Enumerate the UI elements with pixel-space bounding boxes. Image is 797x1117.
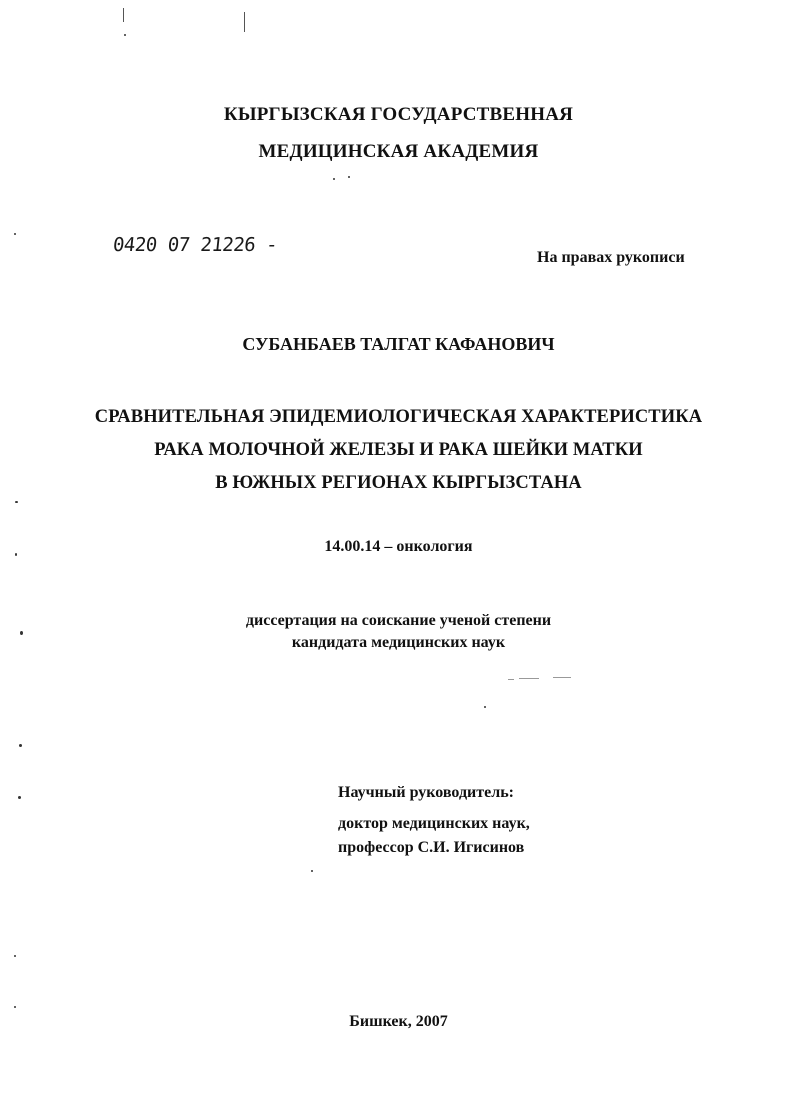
author-name: СУБАНБАЕВ ТАЛГАТ КАФАНОВИЧ xyxy=(242,334,555,354)
scan-speck xyxy=(311,870,313,872)
title-line-3: В ЮЖНЫХ РЕГИОНАХ КЫРГЫЗСТАНА xyxy=(215,473,582,493)
city-year: Бишкек, 2007 xyxy=(349,1013,448,1030)
stamp-number: 0420 07 21226 - xyxy=(111,234,279,256)
supervisor-degree: доктор медицинских наук, xyxy=(338,815,530,832)
scan-speck xyxy=(15,501,18,503)
scan-speck xyxy=(14,233,16,235)
degree-line-1: диссертация на соискание ученой степени xyxy=(245,612,552,629)
scan-dash xyxy=(553,677,571,678)
degree-line-2: кандидата медицинских наук xyxy=(291,634,506,651)
scan-speck xyxy=(19,744,22,747)
title-line-2: РАКА МОЛОЧНОЙ ЖЕЛЕЗЫ И РАКА ШЕЙКИ МАТКИ xyxy=(154,440,643,460)
manuscript-rights: На правах рукописи xyxy=(537,249,685,266)
scan-speck xyxy=(484,706,486,708)
scan-mark-1 xyxy=(123,8,124,22)
scan-speck xyxy=(333,178,335,180)
scan-mark-2 xyxy=(244,12,245,32)
institution-line-2: МЕДИЦИНСКАЯ АКАДЕМИЯ xyxy=(258,141,539,162)
scan-dash xyxy=(508,679,514,680)
scan-dash xyxy=(519,678,539,679)
supervisor-name: профессор С.И. Игисинов xyxy=(338,839,525,856)
scan-speck xyxy=(14,1006,16,1008)
scan-speck xyxy=(14,955,16,957)
institution-line-1: КЫРГЫЗСКАЯ ГОСУДАРСТВЕННАЯ xyxy=(223,104,574,125)
scan-speck xyxy=(18,796,21,799)
scan-speck xyxy=(124,34,126,36)
title-line-1: СРАВНИТЕЛЬНАЯ ЭПИДЕМИОЛОГИЧЕСКАЯ ХАРАКТЕРИСТИКА xyxy=(94,407,703,427)
specialty: 14.00.14 – онкология xyxy=(324,538,473,555)
scan-speck xyxy=(348,176,350,178)
supervisor-heading: Научный руководитель: xyxy=(338,784,514,801)
